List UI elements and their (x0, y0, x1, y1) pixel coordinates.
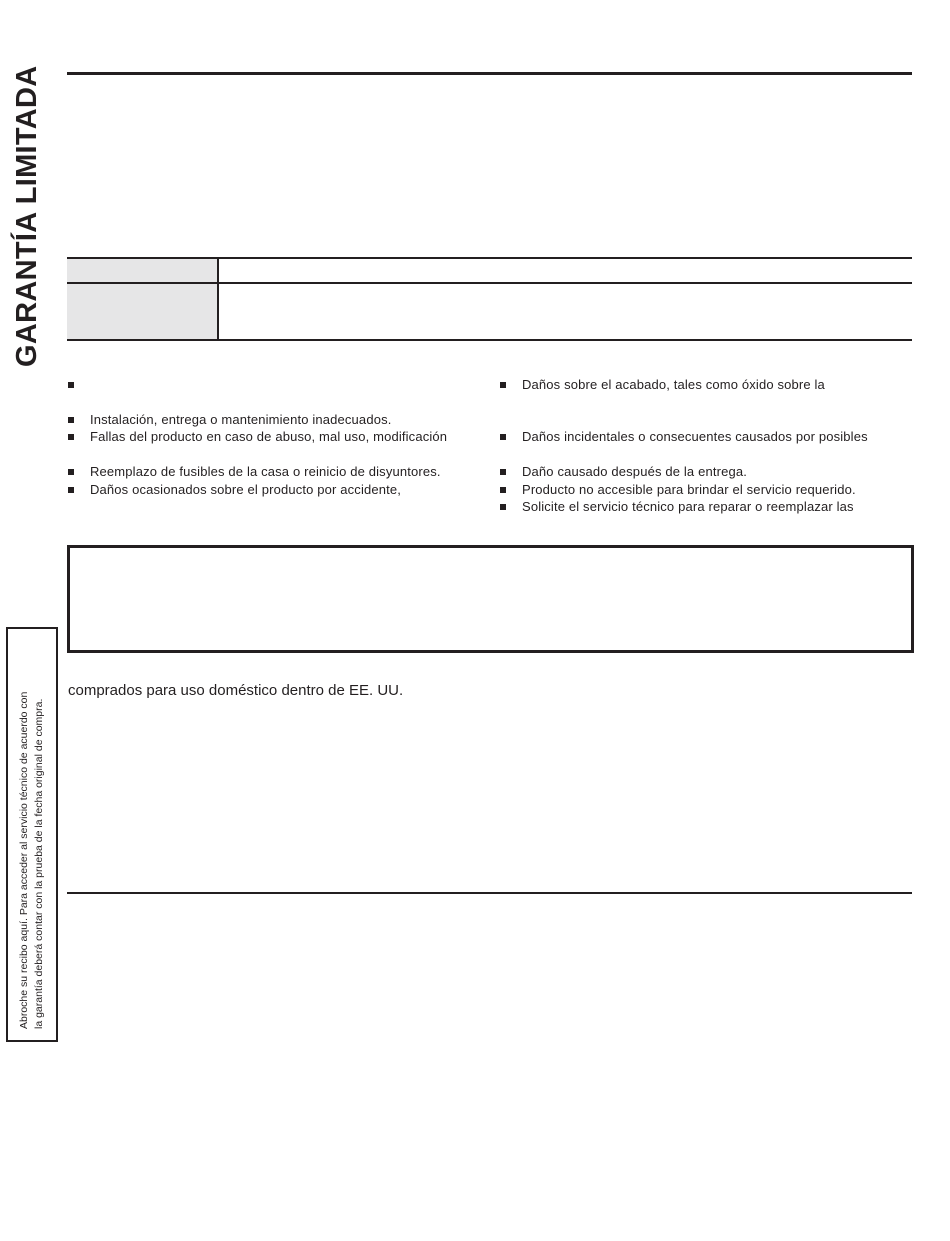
table-bottom-rule (67, 339, 912, 341)
receipt-line-2: la garantía deberá contar con la prueba de la fecha original de compra. (33, 698, 45, 1029)
side-title: GARANTÍA LIMITADA (11, 65, 43, 367)
receipt-line-1: Abroche su recibo aquí. Para acceder al servicio técnico de acuerdo con (18, 691, 30, 1029)
table-top-rule (67, 257, 912, 259)
table-body-cell-period (67, 283, 217, 340)
bullet-square-icon (68, 487, 74, 493)
receipt-staple-area (6, 627, 58, 1042)
bullet-square-icon (500, 382, 506, 388)
top-rule (67, 72, 912, 75)
bullet-square-icon (500, 469, 506, 475)
section-rule (67, 892, 912, 894)
bullet-square-icon (68, 417, 74, 423)
bullet-square-icon (500, 487, 506, 493)
bullet-square-icon (68, 434, 74, 440)
table-middle-rule (67, 282, 912, 284)
table-column-divider (217, 257, 219, 341)
receipt-instructions (17, 692, 47, 1029)
notice-box (67, 545, 914, 653)
bullet-square-icon (68, 469, 74, 475)
usage-paragraph: comprados para uso doméstico dentro de EE. UU. (68, 682, 404, 699)
bullet-square-icon (500, 434, 506, 440)
bullet-square-icon (68, 382, 74, 388)
warranty-table (67, 257, 912, 341)
table-header-cell-period (67, 257, 217, 282)
bullet-square-icon (500, 504, 506, 510)
